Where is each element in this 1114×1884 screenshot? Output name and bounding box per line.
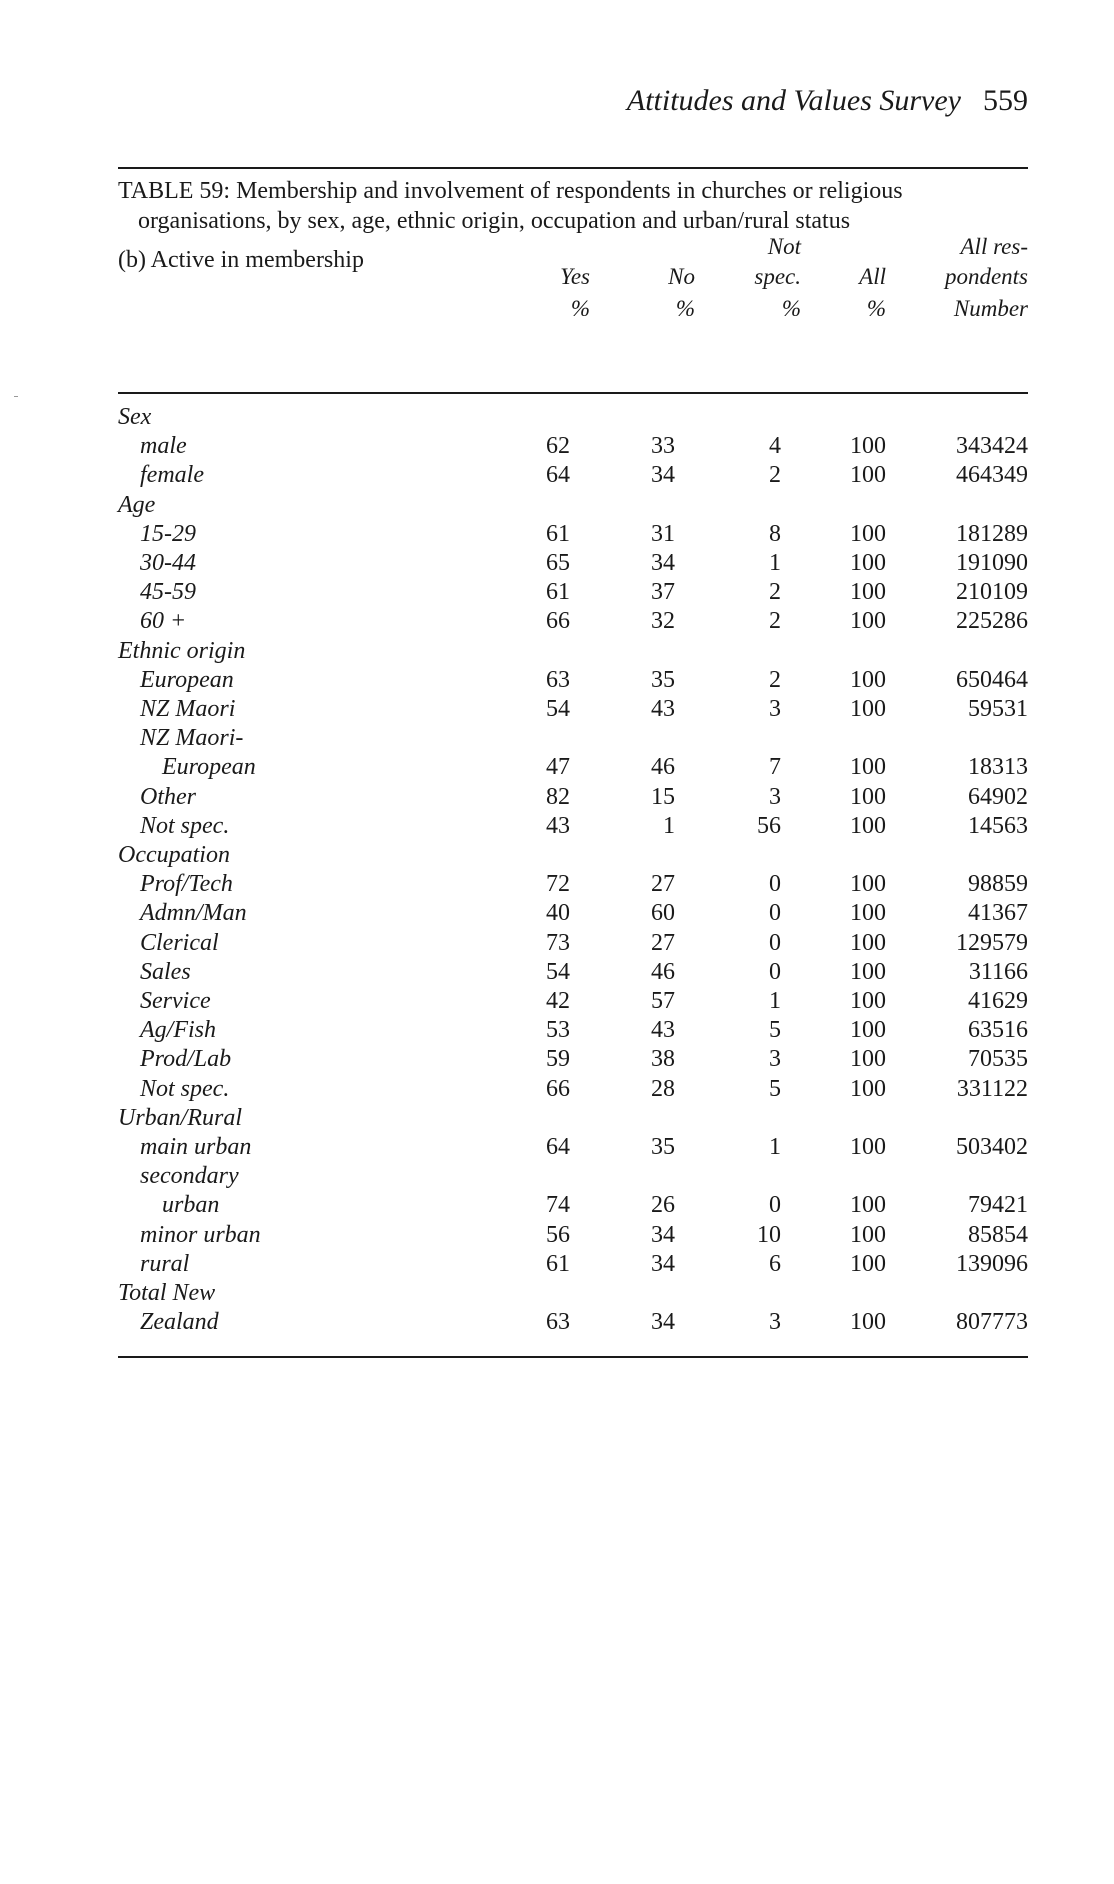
cell-respondents [886,724,1028,753]
cell-yes [440,1104,570,1133]
col-notspec-label: spec. [754,264,801,289]
bottom-rule [118,1356,1028,1358]
cell-yes: 54 [546,958,570,985]
cell-notspec: 3 [769,783,781,810]
cell-all: 100 [850,783,886,810]
cell-respondents: 41367 [968,900,1028,927]
cell-notspec [675,403,781,432]
cell-yes [440,637,570,666]
cell-no [570,637,675,666]
cell-all: 100 [850,433,886,460]
row-label: main urban [140,1134,252,1161]
table-row [118,578,1028,607]
cell-yes: 82 [546,783,570,810]
cell-no: 34 [651,1250,675,1277]
cell-respondents: 139096 [956,1250,1028,1277]
cell-all [781,841,886,870]
col-respondents-top: All res- [960,234,1028,259]
cell-respondents [886,1162,1028,1191]
cell-yes: 66 [546,608,570,635]
cell-all [781,1104,886,1133]
table-body [118,403,1028,1338]
table-row [118,987,1028,1016]
row-label: Service [140,988,211,1015]
cell-all: 100 [850,958,886,985]
table-row [118,899,1028,928]
cell-notspec [675,724,781,753]
cell-all: 100 [850,1250,886,1277]
row-label: secondary [140,1163,239,1190]
cell-all [781,637,886,666]
cell-no: 37 [651,579,675,606]
cell-yes: 54 [546,696,570,723]
table-row [118,461,1028,490]
table-row [118,1016,1028,1045]
cell-all [781,724,886,753]
cell-respondents: 331122 [956,1075,1028,1102]
cell-respondents: 85854 [968,1221,1028,1248]
cell-notspec: 0 [769,958,781,985]
cell-all: 100 [850,871,886,898]
cell-all [781,491,886,520]
table-row [118,812,1028,841]
cell-notspec: 0 [769,900,781,927]
cell-all [781,1279,886,1308]
row-label: 30-44 [140,550,196,577]
cell-yes [440,491,570,520]
cell-no: 27 [651,871,675,898]
cell-all: 100 [850,929,886,956]
cell-respondents: 129579 [956,929,1028,956]
cell-respondents [886,403,1028,432]
cell-yes [440,1162,570,1191]
cell-all: 100 [850,520,886,547]
table-subtitle: (b) Active in membership [118,247,364,273]
row-label: Admn/Man [140,900,247,927]
row-label: Sales [140,958,191,985]
data-table [118,403,1028,1338]
cell-yes: 47 [546,754,570,781]
cell-respondents: 64902 [968,783,1028,810]
margin-mark [14,396,18,397]
cell-notspec: 5 [769,1017,781,1044]
row-label: 15-29 [140,520,196,547]
cell-respondents: 650464 [956,666,1028,693]
cell-yes: 64 [546,1134,570,1161]
cell-respondents: 98859 [968,871,1028,898]
cell-notspec: 7 [769,754,781,781]
cell-no: 32 [651,608,675,635]
cell-no: 34 [651,462,675,489]
cell-notspec: 6 [769,1250,781,1277]
cell-notspec: 8 [769,520,781,547]
cell-no: 34 [651,1221,675,1248]
cell-respondents: 464349 [956,462,1028,489]
col-all-unit: % [866,296,886,321]
table-row [118,432,1028,461]
cell-all: 100 [850,1046,886,1073]
cell-no: 35 [651,1134,675,1161]
cell-no [570,724,675,753]
header-rule [118,392,1028,394]
cell-notspec [675,841,781,870]
cell-respondents: 79421 [968,1192,1028,1219]
cell-respondents: 343424 [956,433,1028,460]
cell-no: 60 [651,900,675,927]
cell-all: 100 [850,1134,886,1161]
cell-yes: 43 [546,812,570,839]
cell-no: 57 [651,988,675,1015]
running-header [0,84,1028,118]
cell-notspec [675,637,781,666]
cell-notspec: 2 [769,462,781,489]
cell-notspec: 2 [769,579,781,606]
cell-notspec: 1 [769,1134,781,1161]
cell-notspec: 10 [757,1221,781,1248]
col-yes-unit: % [570,296,590,321]
cell-no: 35 [651,666,675,693]
cell-yes: 61 [546,520,570,547]
row-label: NZ Maori [140,696,236,723]
cell-notspec: 3 [769,696,781,723]
cell-no: 31 [651,520,675,547]
cell-no: 43 [651,1017,675,1044]
table-row [118,637,1028,666]
cell-respondents [886,491,1028,520]
cell-respondents: 14563 [968,812,1028,839]
table-row [118,753,1028,782]
row-label: 60 + [140,608,187,635]
table-row [118,870,1028,899]
row-label: Age [118,491,156,518]
col-notspec-unit: % [781,296,801,321]
row-label: NZ Maori- [140,725,244,752]
cell-yes: 62 [546,433,570,460]
cell-no: 15 [651,783,675,810]
row-label: female [140,462,204,489]
row-label: Ag/Fish [140,1017,216,1044]
cell-all [781,1162,886,1191]
cell-all [781,403,886,432]
cell-no: 34 [651,1309,675,1336]
cell-all: 100 [850,696,886,723]
col-no-label: No [668,264,695,289]
table-row [118,520,1028,549]
cell-yes: 59 [546,1046,570,1073]
cell-yes: 63 [546,1309,570,1336]
cell-all: 100 [850,550,886,577]
cell-all: 100 [850,608,886,635]
row-label: Prof/Tech [140,871,233,898]
col-no-unit: % [675,296,695,321]
cell-yes: 53 [546,1017,570,1044]
cell-notspec: 3 [769,1046,781,1073]
cell-respondents: 191090 [956,550,1028,577]
cell-no [570,1104,675,1133]
cell-respondents [886,841,1028,870]
cell-yes [440,841,570,870]
cell-respondents: 31166 [968,958,1028,985]
row-label: male [140,433,187,460]
cell-notspec: 5 [769,1075,781,1102]
cell-no [570,841,675,870]
row-label: Prod/Lab [140,1046,232,1073]
table-row [118,783,1028,812]
row-label: rural [140,1250,190,1277]
cell-yes: 72 [546,871,570,898]
cell-notspec [675,1104,781,1133]
cell-notspec: 0 [769,1192,781,1219]
row-label: Other [140,783,196,810]
page-number: 559 [983,84,1028,117]
cell-yes: 66 [546,1075,570,1102]
cell-respondents: 503402 [956,1134,1028,1161]
cell-respondents: 70535 [968,1046,1028,1073]
cell-notspec: 1 [769,988,781,1015]
cell-notspec: 1 [769,550,781,577]
row-label: 45-59 [140,579,196,606]
cell-notspec: 2 [769,608,781,635]
cell-all: 100 [850,1309,886,1336]
cell-respondents [886,1104,1028,1133]
cell-yes: 61 [546,1250,570,1277]
cell-no: 46 [651,958,675,985]
row-label: Not spec. [140,812,230,839]
cell-no: 38 [651,1046,675,1073]
table-row [118,1250,1028,1279]
row-label: Occupation [118,842,230,869]
cell-no: 1 [663,812,675,839]
cell-all: 100 [850,1221,886,1248]
cell-all: 100 [850,812,886,839]
cell-respondents: 63516 [968,1017,1028,1044]
table-row [118,1191,1028,1220]
row-label: Zealand [140,1309,219,1336]
top-rule [118,167,1028,169]
cell-no [570,491,675,520]
row-label: European [140,666,234,693]
table-row [118,666,1028,695]
cell-yes: 65 [546,550,570,577]
cell-notspec [675,491,781,520]
row-label: Ethnic origin [118,637,246,664]
caption-line-2: organisations, by sex, age, ethnic origin, occupation and urban/rural status [138,208,851,234]
cell-notspec: 0 [769,929,781,956]
cell-yes: 74 [546,1192,570,1219]
cell-respondents [886,1279,1028,1308]
cell-no: 28 [651,1075,675,1102]
row-label: Sex [118,404,152,430]
cell-no: 26 [651,1192,675,1219]
cell-yes: 73 [546,929,570,956]
cell-respondents: 181289 [956,520,1028,547]
table-row [118,1308,1028,1337]
cell-notspec: 0 [769,871,781,898]
col-all-label: All [859,264,886,289]
table-row [118,929,1028,958]
row-label: Total New [118,1280,216,1307]
cell-notspec [675,1162,781,1191]
col-notspec-top: Not [767,234,801,259]
table-row [118,1221,1028,1250]
cell-yes [440,1279,570,1308]
cell-no: 27 [651,929,675,956]
table-row [118,1133,1028,1162]
table-row [118,695,1028,724]
table-row [118,1045,1028,1074]
cell-respondents: 807773 [956,1309,1028,1336]
cell-notspec [675,1279,781,1308]
cell-yes: 61 [546,579,570,606]
cell-notspec: 56 [757,812,781,839]
cell-yes: 64 [546,462,570,489]
table-row [118,1279,1028,1308]
cell-all: 100 [850,1192,886,1219]
row-label: Not spec. [140,1075,230,1102]
table-row [118,491,1028,520]
cell-respondents: 18313 [968,754,1028,781]
cell-respondents [886,637,1028,666]
row-label: Clerical [140,929,219,956]
running-title: Attitudes and Values Survey [626,84,961,117]
row-label: European [162,754,256,781]
cell-no [570,403,675,432]
cell-all: 100 [850,988,886,1015]
table-row [118,1162,1028,1191]
table-row [118,841,1028,870]
table-row [118,1104,1028,1133]
cell-notspec: 3 [769,1309,781,1336]
cell-yes: 63 [546,666,570,693]
row-label: urban [162,1192,220,1219]
cell-all: 100 [850,579,886,606]
table-row [118,958,1028,987]
cell-all: 100 [850,900,886,927]
table-row [118,607,1028,636]
cell-notspec: 2 [769,666,781,693]
cell-no: 33 [651,433,675,460]
cell-respondents: 41629 [968,988,1028,1015]
table-row [118,724,1028,753]
cell-yes [440,403,570,432]
col-respondents-label: pondents [944,264,1028,289]
row-label: minor urban [140,1221,261,1248]
table-row [118,403,1028,432]
cell-all: 100 [850,462,886,489]
cell-yes: 40 [546,900,570,927]
col-respondents-unit: Number [953,296,1028,321]
cell-no [570,1279,675,1308]
cell-yes: 56 [546,1221,570,1248]
table-caption [118,176,1028,236]
cell-yes [440,724,570,753]
cell-all: 100 [850,1075,886,1102]
cell-respondents: 210109 [956,579,1028,606]
cell-all: 100 [850,754,886,781]
cell-notspec: 4 [769,433,781,460]
cell-all: 100 [850,666,886,693]
caption-line-1: TABLE 59: Membership and involvement of respondents in churches or religious [118,178,903,204]
cell-no: 46 [651,754,675,781]
cell-no: 43 [651,696,675,723]
cell-no [570,1162,675,1191]
table-row [118,1075,1028,1104]
cell-all: 100 [850,1017,886,1044]
table-row [118,549,1028,578]
col-yes-label: Yes [560,264,590,289]
row-label: Urban/Rural [118,1104,243,1131]
cell-respondents: 59531 [968,696,1028,723]
cell-respondents: 225286 [956,608,1028,635]
cell-yes: 42 [546,988,570,1015]
cell-no: 34 [651,550,675,577]
